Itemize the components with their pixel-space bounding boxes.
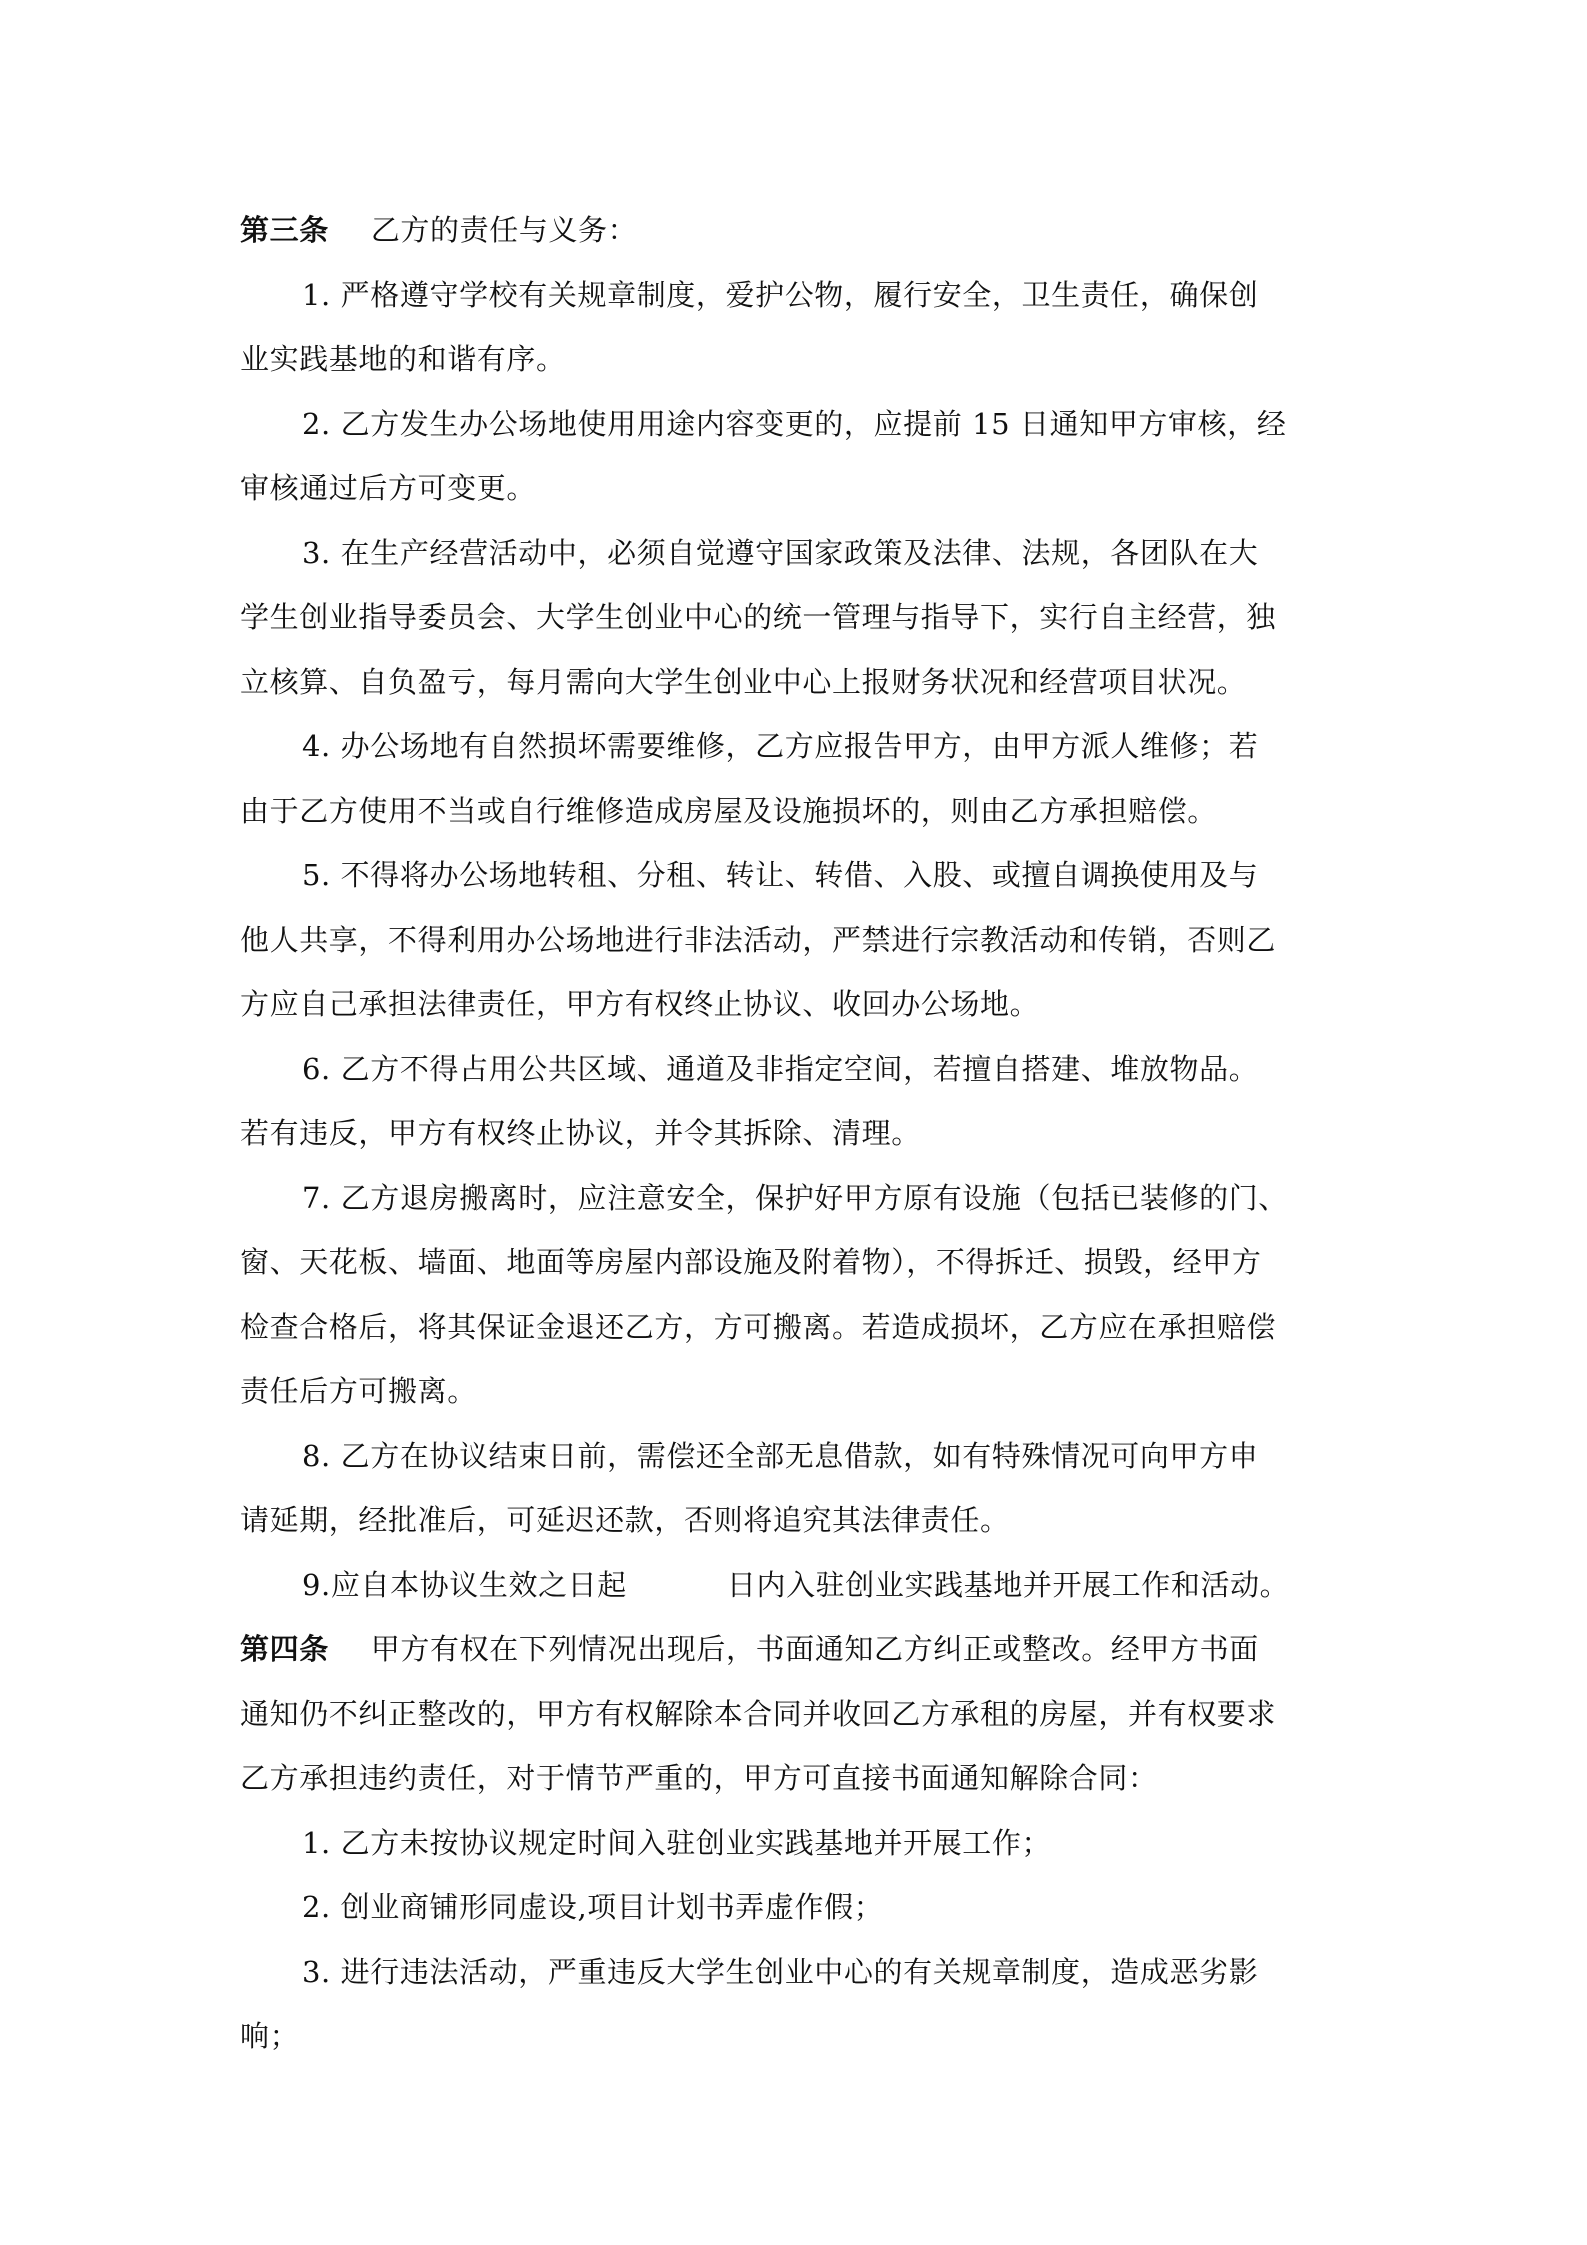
article3-item8-line1: 8. 乙方在协议结束日前，需偿还全部无息借款，如有特殊情况可向甲方申 [302, 1438, 1259, 1473]
article3-item7-line4: 责任后方可搬离。 [240, 1374, 477, 1408]
article3-item7-line2: 窗、天花板、墙面、地面等房屋内部设施及附着物），不得拆迁、损毁，经甲方 [240, 1245, 1262, 1279]
article3-item4-line1: 4. 办公场地有自然损坏需要维修，乙方应报告甲方，由甲方派人维修；若 [302, 729, 1259, 763]
article3-item6-line2: 若有违反，甲方有权终止协议，并令其拆除、清理。 [240, 1116, 921, 1150]
article3-item3-line3: 立核算、自负盈亏，每月需向大学生创业中心上报财务状况和经营项目状况。 [240, 664, 1247, 699]
article3-item3-line2: 学生创业指导委员会、大学生创业中心的统一管理与指导下，实行自主经营，独 [240, 600, 1277, 634]
article3-heading: 第三条 [240, 213, 329, 247]
article3-item9-before: 9.应自本协议生效之日起 [302, 1567, 627, 1602]
article3-item1-line2: 业实践基地的和谐有序。 [240, 342, 566, 376]
article4-item3-line1: 3. 进行违法活动，严重违反大学生创业中心的有关规章制度，造成恶劣影 [302, 1954, 1259, 1989]
article3-title: 乙方的责任与义务： [370, 213, 638, 247]
article4-intro-line3: 乙方承担违约责任，对于情节严重的，甲方可直接书面通知解除合同： [240, 1761, 1158, 1795]
article3-heading-line [240, 198, 1352, 263]
article3-item3-line1: 3. 在生产经营活动中，必须自觉遵守国家政策及法律、法规，各团队在大 [302, 535, 1259, 570]
article3-item1-line1: 1. 严格遵守学校有关规章制度，爱护公物，履行安全，卫生责任，确保创 [302, 277, 1259, 312]
article4-heading-line [240, 1617, 1352, 1682]
article3-item2-line1: 2. 乙方发生办公场地使用用途内容变更的，应提前 15 日通知甲方审核，经 [302, 406, 1287, 441]
article4-intro-line1: 甲方有权在下列情况出现后，书面通知乙方纠正或整改。经甲方书面 [370, 1632, 1259, 1666]
article3-item5-line3: 方应自己承担法律责任，甲方有权终止协议、收回办公场地。 [240, 987, 1040, 1021]
article4-intro-line2: 通知仍不纠正整改的，甲方有权解除本合同并收回乙方承租的房屋，并有权要求 [240, 1696, 1277, 1731]
article4-item3-line2: 响； [240, 2019, 300, 2053]
article3-item4-line2: 由于乙方使用不当或自行维修造成房屋及设施损坏的，则由乙方承担赔偿。 [240, 793, 1217, 828]
article3-item5-line2: 他人共享，不得利用办公场地进行非法活动，严禁进行宗教活动和传销，否则乙 [240, 922, 1277, 957]
article3-item6-line1: 6. 乙方不得占用公共区域、通道及非指定空间，若擅自搭建、堆放物品。 [302, 1051, 1259, 1086]
document-body [240, 198, 1352, 2069]
article3-item8-line2: 请延期，经批准后，可延迟还款，否则将追究其法律责任。 [240, 1503, 1010, 1537]
article3-item9-line [240, 1553, 1352, 1618]
article4-heading: 第四条 [240, 1632, 329, 1666]
article3-item7-line1: 7. 乙方退房搬离时，应注意安全，保护好甲方原有设施（包括已装修的门、 [302, 1180, 1288, 1215]
article3-item9-after: 日内入驻创业实践基地并开展工作和活动。 [726, 1567, 1290, 1602]
article3-item7-line3: 检查合格后，将其保证金退还乙方，方可搬离。若造成损坏，乙方应在承担赔偿 [240, 1309, 1277, 1344]
article4-item1-line1: 1. 乙方未按协议规定时间入驻创业实践基地并开展工作； [302, 1825, 1052, 1860]
article4-item2-line1: 2. 创业商铺形同虚设,项目计划书弄虚作假； [302, 1890, 884, 1924]
article3-item2-line2: 审核通过后方可变更。 [240, 471, 537, 505]
article3-item5-line1: 5. 不得将办公场地转租、分租、转让、转借、入股、或擅自调换使用及与 [302, 858, 1259, 892]
